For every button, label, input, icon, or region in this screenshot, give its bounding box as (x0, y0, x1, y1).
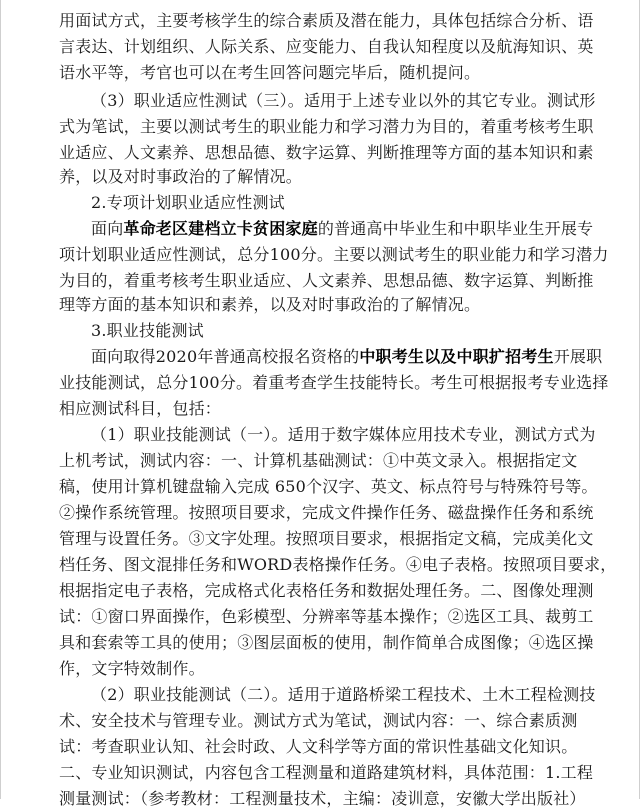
paragraph-line: 二、专业知识测试，内容包含工程测量和道路建筑材料，具体范围：1.工程 (59, 763, 594, 782)
paragraph-line: 用面试方式，主要考核学生的综合素质及潜在能力，具体包括综合分析、语 (59, 11, 594, 30)
paragraph-line: 试：考查职业认知、社会时政、人文科学等方面的常识性基础文化知识。 (59, 737, 578, 756)
paragraph-line: 项计划职业适应性测试，总分100分。主要以测试考生的职业能力和学习潜力 (59, 245, 609, 264)
paragraph-line: 术、安全技术与管理专业。测试方式为笔试，测试内容：一、综合素质测 (59, 711, 578, 730)
paragraph-line: 相应测试科目，包括： (59, 399, 222, 418)
paragraph-line: 测量测试：（参考教材：工程测量技术，主编：凌训意，安徽大学出版社） (59, 789, 586, 808)
paragraph-line: （3）职业适应性测试（三）。适用于上述专业以外的其它专业。测试形 (91, 91, 596, 110)
section-heading: 3.职业技能测试 (91, 321, 204, 340)
line-text: 的普通高中毕业生和中职毕业生开展专 (317, 219, 594, 238)
paragraph-line: 作，文字特效制作。 (59, 659, 205, 678)
paragraph-line: 业适应、人文素养、思想品德、数字运算、判断推理等方面的基本知识和素 (59, 143, 594, 162)
paragraph-line: 养，以及对时事政治的了解情况。 (59, 167, 303, 186)
paragraph-line: ②操作系统管理。按照项目要求，完成文件操作任务、磁盘操作任务和系统 (59, 503, 594, 522)
paragraph-line: 式为笔试，主要以测试考生的职业能力和学习潜力为目的，着重考核考生职 (59, 117, 594, 136)
paragraph-line: 根据指定电子表格，完成格式化表格任务和数据处理任务。二、图像处理测 (59, 581, 594, 600)
paragraph-line (91, 344, 611, 370)
emphasis-text: 革命老区建档立卡贫困家庭 (123, 219, 318, 238)
paragraph-line: 试：①窗口界面操作，色彩模型、分辨率等基本操作；②选区工具、裁剪工 (59, 607, 594, 626)
paragraph-line: 业技能测试，总分100分。着重考查学生技能特长。考生可根据报考专业选择 (59, 373, 609, 392)
line-text: 面向 (91, 219, 124, 238)
paragraph-line: 档任务、图文混排任务和WORD表格操作任务。④电子表格。按照项目要求， (59, 555, 617, 574)
paragraph-line: 稿，使用计算机键盘输入完成 650个汉字、英文、标点符号与特殊符号等。 (59, 477, 598, 496)
paragraph-line (91, 216, 611, 242)
emphasis-text: 中职考生以及中职扩招考生 (359, 347, 554, 366)
paragraph-line: 语水平等，考官也可以在考生回答问题完毕后，随机提问。 (59, 63, 481, 82)
paragraph-line: 言表达、计划组织、人际关系、应变能力、自我认知程度以及航海知识、英 (59, 37, 594, 56)
section-heading: 2.专项计划职业适应性测试 (91, 193, 285, 212)
line-text: 开展职 (553, 347, 603, 366)
paragraph-line: 上机考试，测试内容：一、计算机基础测试：①中英文录入。根据指定文 (59, 451, 578, 470)
paragraph-line: 具和套索等工具的使用；③图层面板的使用，制作简单合成图像；④选区操 (59, 633, 594, 652)
paragraph-line: 管理与设置任务。③文字处理。按照项目要求，根据指定文稿，完成美化文 (59, 529, 594, 548)
paragraph-line: （2）职业技能测试（二）。适用于道路桥梁工程技术、土木工程检测技 (91, 685, 596, 704)
paragraph-line: 理等方面的基本知识和素养，以及对时事政治的了解情况。 (59, 295, 481, 314)
paragraph-line: （1）职业技能测试（一）。适用于数字媒体应用技术专业，测试方式为 (91, 425, 596, 444)
paragraph-line: 为目的，着重考核考生职业适应、人文素养、思想品德、数字运算、判断推 (59, 271, 594, 290)
line-text: 面向取得2020年普通高校报名资格的 (91, 347, 360, 366)
